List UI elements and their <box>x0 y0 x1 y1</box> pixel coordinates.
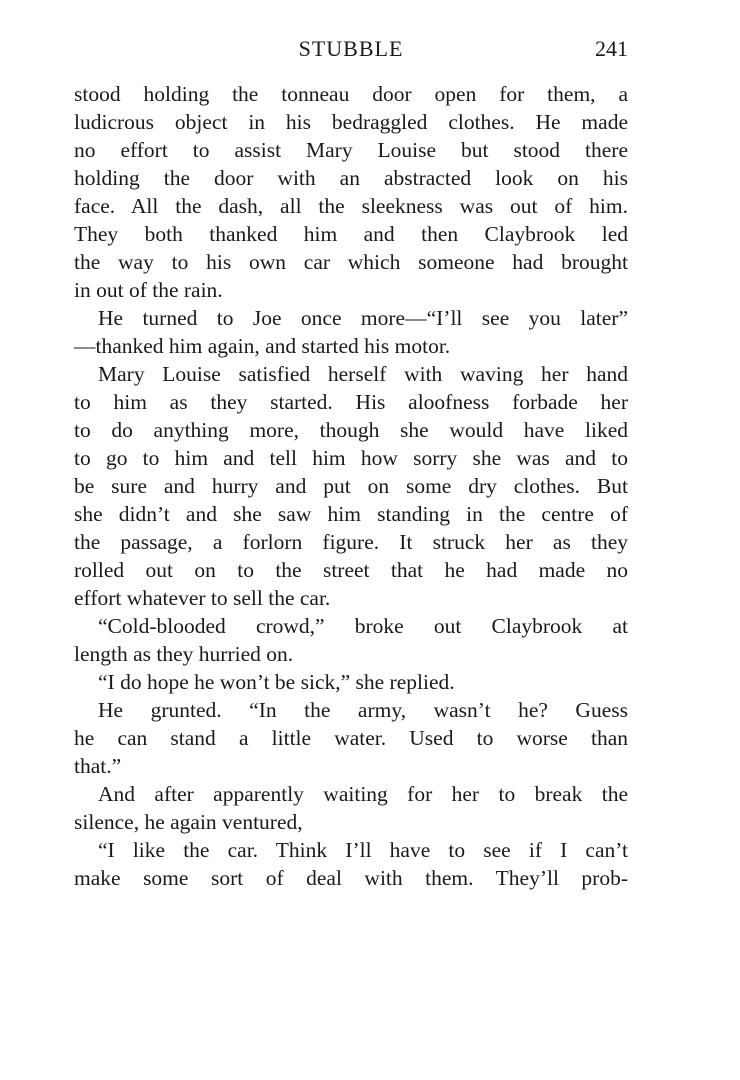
text-line: ludicrous object in his bedraggled clothes. He made <box>74 110 628 134</box>
text-line: in out of the rain. <box>74 278 223 302</box>
text-line: the passage, a forlorn figure. It struck her as they <box>74 530 628 554</box>
text-line: “Cold-blooded crowd,” broke out Claybrook at <box>98 614 628 638</box>
text-line: to do anything more, though she would have liked <box>74 418 628 442</box>
text-line: the way to his own car which someone had brought <box>74 250 628 274</box>
text-line: she didn’t and she saw him standing in the centre of <box>74 502 628 526</box>
text-line: silence, he again ventured, <box>74 810 303 834</box>
text-line: effort whatever to sell the car. <box>74 586 331 610</box>
text-line: that.” <box>74 754 122 778</box>
text-line: “I like the car. Think I’ll have to see if I can’t <box>98 838 628 862</box>
text-line: Mary Louise satisfied herself with waving her hand <box>98 362 628 386</box>
text-line: He turned to Joe once more—“I’ll see you later” <box>98 306 628 330</box>
running-head <box>74 36 628 66</box>
text-line: stood holding the tonneau door open for them, a <box>74 82 628 106</box>
text-line: he can stand a little water. Used to worse than <box>74 726 628 750</box>
running-title: STUBBLE <box>298 36 404 61</box>
text-line: no effort to assist Mary Louise but stood there <box>74 138 628 162</box>
text-line: They both thanked him and then Claybrook led <box>74 222 628 246</box>
text-line: “I do hope he won’t be sick,” she replied. <box>98 670 455 694</box>
text-line: rolled out on to the street that he had made no <box>74 558 628 582</box>
text-line: to him as they started. His aloofness forbade her <box>74 390 628 414</box>
text-line: —thanked him again, and started his motor. <box>74 334 451 358</box>
text-line: holding the door with an abstracted look on his <box>74 166 628 190</box>
text-line: be sure and hurry and put on some dry clothes. But <box>74 474 628 498</box>
text-line: He grunted. “In the army, wasn’t he? Guess <box>98 698 628 722</box>
text-line: length as they hurried on. <box>74 642 294 666</box>
body-text <box>74 80 628 892</box>
text-line: And after apparently waiting for her to break the <box>98 782 628 806</box>
page-number: 241 <box>595 36 628 61</box>
text-line: make some sort of deal with them. They’ll prob- <box>74 866 628 890</box>
text-line: face. All the dash, all the sleekness was out of him. <box>74 194 628 218</box>
text-line: to go to him and tell him how sorry she was and to <box>74 446 628 470</box>
